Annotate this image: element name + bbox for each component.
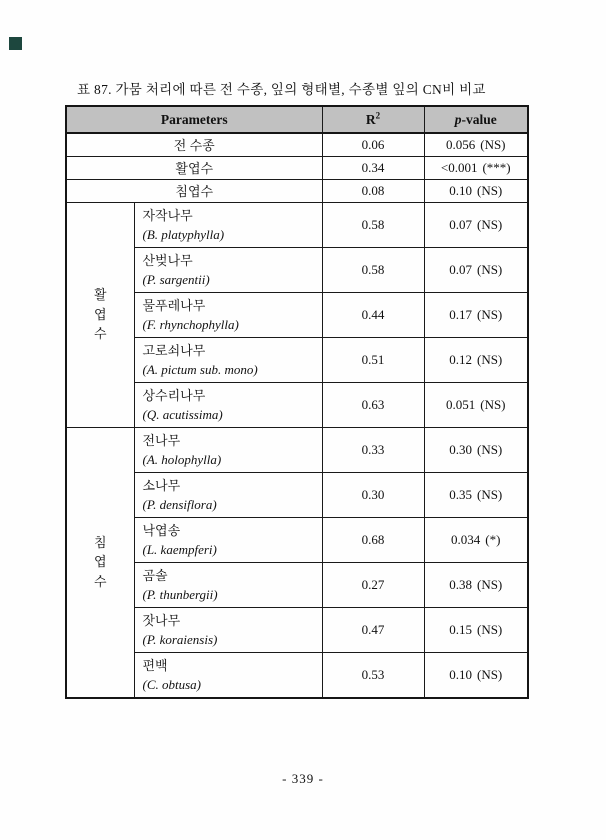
parameters-header	[66, 106, 322, 133]
group-label-char: 수	[93, 573, 107, 589]
pvalue-number: 0.051	[445, 396, 476, 412]
pvalue-number: 0.17	[449, 306, 472, 322]
species-korean-name: 잣나무	[142, 612, 181, 628]
pvalue-number: 0.07	[449, 216, 472, 232]
pvalue-number: 0.30	[449, 441, 472, 457]
species-name-cell	[134, 292, 322, 337]
pvalue-number: <0.001	[440, 159, 478, 175]
species-latin-name: (L. kaempferi)	[142, 541, 217, 557]
species-korean-name: 산벚나무	[142, 252, 193, 268]
species-name-cell	[134, 337, 322, 382]
summary-label-cell: 전 수종	[66, 133, 322, 156]
species-latin-name: (P. sargentii)	[142, 271, 210, 287]
pvalue-cell	[424, 202, 528, 247]
species-korean-name: 곰솔	[142, 567, 168, 583]
species-row	[66, 427, 528, 472]
significance-label: (NS)	[476, 351, 503, 367]
r2-header-sup: 2	[375, 110, 381, 120]
species-row	[66, 517, 528, 562]
significance-label: (NS)	[476, 182, 503, 198]
species-name-cell	[134, 562, 322, 607]
species-latin-name: (B. platyphylla)	[142, 226, 225, 242]
pvalue-header-suffix: -value	[461, 111, 497, 127]
table-header-row	[66, 106, 528, 133]
summary-label-cell: 활엽수	[66, 156, 322, 179]
pvalue-number: 0.056	[445, 136, 476, 152]
r2-cell: 0.63	[322, 382, 424, 427]
summary-label-cell: 침엽수	[66, 179, 322, 202]
r2-cell: 0.53	[322, 652, 424, 698]
species-latin-name: (F. rhynchophylla)	[142, 316, 239, 332]
r2-cell: 0.27	[322, 562, 424, 607]
pvalue-cell	[424, 607, 528, 652]
group-label-char: 엽	[93, 306, 107, 322]
pvalue-number: 0.35	[449, 486, 472, 502]
species-name-cell	[134, 247, 322, 292]
r2-cell: 0.47	[322, 607, 424, 652]
species-name-cell	[134, 427, 322, 472]
species-name-cell	[134, 652, 322, 698]
pvalue-header-p: p	[454, 111, 462, 127]
species-row	[66, 337, 528, 382]
pvalue-cell	[424, 517, 528, 562]
pvalue-cell	[424, 156, 528, 179]
table-body	[66, 133, 528, 698]
r2-cell: 0.08	[322, 179, 424, 202]
r2-cell: 0.44	[322, 292, 424, 337]
species-korean-name: 전나무	[142, 432, 181, 448]
pvalue-cell	[424, 652, 528, 698]
group-label-cell	[66, 427, 134, 698]
species-row	[66, 247, 528, 292]
group-label-char: 활	[93, 287, 107, 303]
r2-cell: 0.33	[322, 427, 424, 472]
species-name-cell	[134, 607, 322, 652]
r2-header	[322, 106, 424, 133]
species-row	[66, 562, 528, 607]
species-latin-name: (Q. acutissima)	[142, 406, 223, 422]
species-row	[66, 472, 528, 517]
group-label-char: 수	[93, 326, 107, 342]
parameters-header-label: Parameters	[160, 111, 228, 127]
page-number: - 339 -	[282, 771, 324, 786]
summary-row	[66, 179, 528, 202]
data-table	[65, 105, 529, 699]
species-row	[66, 382, 528, 427]
species-korean-name: 자작나무	[142, 207, 193, 223]
r2-cell: 0.34	[322, 156, 424, 179]
species-korean-name: 고로쇠나무	[142, 342, 206, 358]
r2-cell: 0.58	[322, 247, 424, 292]
significance-label: (NS)	[476, 576, 503, 592]
corner-mark	[9, 37, 22, 50]
r2-cell: 0.30	[322, 472, 424, 517]
significance-label: (NS)	[476, 666, 503, 682]
group-label-char: 엽	[93, 554, 107, 570]
r2-cell: 0.51	[322, 337, 424, 382]
pvalue-number: 0.034	[451, 531, 481, 547]
pvalue-number: 0.10	[449, 666, 472, 682]
table-title: 표 87. 가뭄 처리에 따른 전 수종, 잎의 형태별, 수종별 잎의 CN비 비교	[77, 82, 486, 97]
species-korean-name: 편백	[142, 657, 168, 673]
species-korean-name: 낙엽송	[142, 522, 181, 538]
pvalue-cell	[424, 247, 528, 292]
significance-label: (*)	[485, 531, 501, 547]
significance-label: (NS)	[476, 216, 503, 232]
summary-row	[66, 133, 528, 156]
r2-header-label: R	[365, 111, 376, 127]
species-row	[66, 292, 528, 337]
r2-cell: 0.68	[322, 517, 424, 562]
significance-label: (NS)	[476, 306, 503, 322]
pvalue-cell	[424, 292, 528, 337]
pvalue-cell	[424, 427, 528, 472]
species-korean-name: 소나무	[142, 477, 181, 493]
significance-label: (NS)	[476, 441, 503, 457]
pvalue-number: 0.10	[449, 182, 472, 198]
species-latin-name: (P. koraiensis)	[142, 631, 218, 647]
pvalue-cell	[424, 133, 528, 156]
pvalue-number: 0.38	[449, 576, 472, 592]
pvalue-header	[424, 106, 528, 133]
significance-label: (NS)	[480, 136, 506, 152]
pvalue-number: 0.07	[449, 261, 472, 277]
pvalue-number: 0.12	[449, 351, 472, 367]
species-name-cell	[134, 202, 322, 247]
species-latin-name: (P. densiflora)	[142, 496, 217, 512]
r2-cell: 0.58	[322, 202, 424, 247]
pvalue-cell	[424, 179, 528, 202]
r2-cell: 0.06	[322, 133, 424, 156]
group-label-cell	[66, 202, 134, 427]
species-korean-name: 상수리나무	[142, 387, 206, 403]
species-latin-name: (P. thunbergii)	[142, 586, 218, 602]
significance-label: (NS)	[480, 396, 506, 412]
significance-label: (NS)	[476, 486, 503, 502]
summary-row	[66, 156, 528, 179]
species-latin-name: (C. obtusa)	[142, 676, 201, 692]
species-row	[66, 607, 528, 652]
pvalue-cell	[424, 472, 528, 517]
species-latin-name: (A. pictum sub. mono)	[142, 361, 258, 377]
species-name-cell	[134, 382, 322, 427]
species-name-cell	[134, 472, 322, 517]
significance-label: (NS)	[476, 621, 503, 637]
significance-label: (***)	[482, 159, 511, 175]
species-row	[66, 652, 528, 698]
pvalue-number: 0.15	[449, 621, 472, 637]
significance-label: (NS)	[476, 261, 503, 277]
species-name-cell	[134, 517, 322, 562]
group-label-char: 침	[93, 534, 107, 550]
species-row	[66, 202, 528, 247]
pvalue-cell	[424, 562, 528, 607]
species-korean-name: 물푸레나무	[142, 297, 206, 313]
pvalue-cell	[424, 382, 528, 427]
pvalue-cell	[424, 337, 528, 382]
species-latin-name: (A. holophylla)	[142, 451, 222, 467]
